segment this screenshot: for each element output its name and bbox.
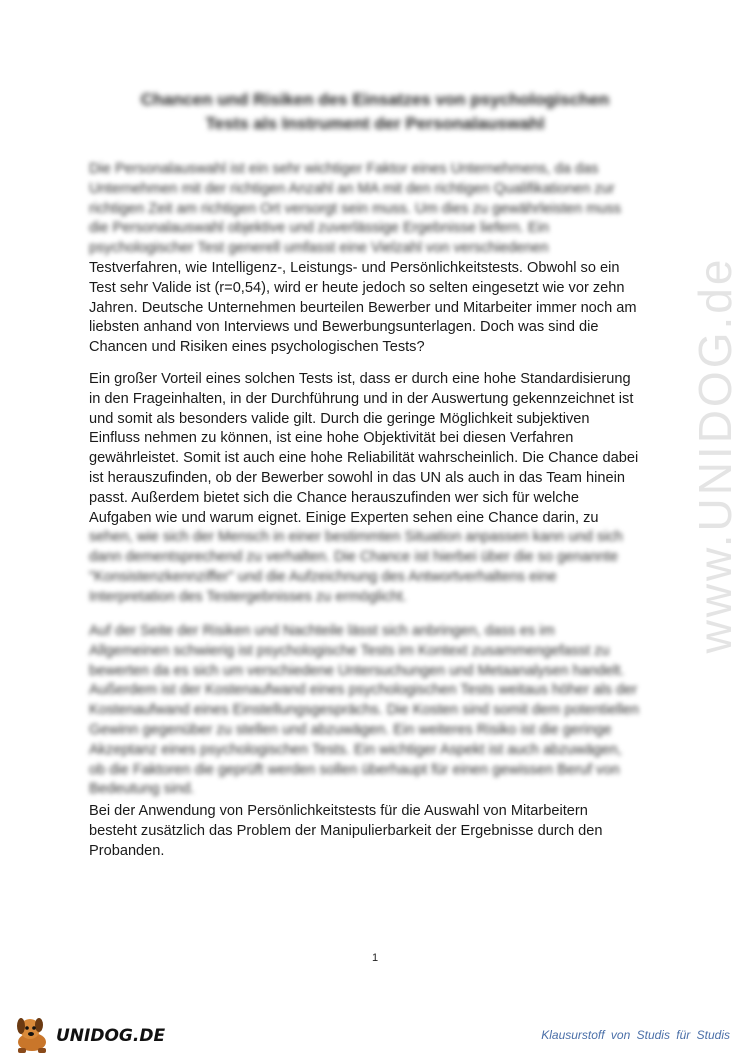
- blurred-line: Die Personalauswahl ist ein sehr wichtiger Faktor eines Unternehmens, da das: [89, 161, 599, 177]
- blurred-line: Bedeutung sind.: [89, 781, 195, 798]
- text-line: ist herauszufinden, ob der Bewerber sowohl in das UN als auch in das Team hinein: [89, 469, 625, 486]
- text-line: Probanden.: [89, 842, 165, 859]
- blurred-line: richtigen Zeit am richtigen Ort versorgt sein muss. Um dies zu gewährleisten muss: [89, 200, 622, 217]
- blurred-line: Gewinn gegenüber zu stellen und abzuwägen. Ein weiteres Risiko ist die geringe: [89, 721, 612, 738]
- blurred-line: Unternehmen mit der richtigen Anzahl an MA mit den richtigen Qualifikationen zur: [89, 180, 615, 197]
- text-line: gewährleistet. Somit ist auch eine hohe Reliabilität wahrscheinlich. Die Chance dabei: [89, 450, 639, 467]
- blurred-line: dann dementsprechend zu verhalten. Die Chance ist hierbei über die so genannte: [89, 549, 618, 566]
- page-number: 1: [371, 952, 379, 964]
- blurred-line: Auf der Seite der Risiken und Nachteile lässt sich anbringen, dass es im: [89, 623, 555, 639]
- text-line: Jahren. Deutsche Unternehmen beurteilen Bewerber und Mitarbeiter immer noch am: [89, 299, 637, 316]
- text-line: Bei der Anwendung von Persönlichkeitstests für die Auswahl von Mitarbeitern: [89, 803, 588, 819]
- blurred-line: sehen, wie sich der Mensch in einer bestimmten Situation anpassen kann und sich: [89, 529, 623, 546]
- blurred-line: bewerten da es sich um verschiedene Untersuchungen und Metaanalysen handelt.: [89, 662, 625, 679]
- text-line: Testverfahren, wie Intelligenz-, Leistungs- und Persönlichkeitstests. Obwohl so ein: [89, 259, 620, 276]
- blurred-line: die Personalauswahl objektive und zuverlässige Ergebnisse liefern. Ein: [89, 220, 549, 237]
- title-line: Tests als Instrument der Personalauswahl: [205, 114, 545, 133]
- title-line: Chancen und Risiken des Einsatzes von psychologischen: [140, 90, 610, 109]
- blurred-line: Akzeptanz eines psychologischen Tests. Ein wichtiger Aspekt ist auch abzuwägen,: [89, 741, 622, 758]
- blurred-line: psychologischer Test generell umfasst eine Vielzahl von verschiedenen: [89, 240, 549, 257]
- text-line: Aufgaben wie und warum eignet. Einige Experten sehen eine Chance darin, zu: [89, 509, 599, 526]
- unidog-logo[interactable]: [10, 1012, 170, 1054]
- text-line: passt. Außerdem bietet sich die Chance herauszufinden wer sich für welche: [89, 489, 579, 506]
- blurred-line: ob die Faktoren die geprüft werden sollen überhaupt für einen gewissen Beruf von: [89, 761, 620, 778]
- text-line: in den Frageinhalten, in der Durchführung und in der Auswertung gekennzeichnet ist: [89, 390, 634, 407]
- blurred-line: "Konsistenzkennziffer" und die Aufzeichnung des Antwortverhaltens eine: [89, 568, 557, 585]
- paragraph-risiken: [89, 622, 674, 800]
- blurred-line: Kostenaufwand eines Einstellungsgesprächs. Die Kosten sind somit dem potentiellen: [89, 702, 640, 719]
- paragraph-chancen: [89, 370, 674, 608]
- watermark: www.UNIDOG.de: [689, 256, 741, 654]
- dog-icon: [10, 1012, 56, 1054]
- footer-tagline: Klausurstoff von Studis für Studis: [541, 1028, 730, 1042]
- text-line: Test sehr Valide ist (r=0,54), wird er heute jedoch so selten eingesetzt wie vor zehn: [89, 279, 625, 296]
- logo-text: UNIDOG.DE: [56, 1026, 166, 1046]
- paragraph-manipulation: [89, 802, 674, 861]
- text-line: Chancen und Risiken eines psychologischen Tests?: [89, 339, 425, 356]
- blurred-line: Allgemeinen schwierig ist psychologische Tests im Kontext zusammengefasst zu: [89, 642, 610, 659]
- text-line: liebsten anhand von Interviews und Bewerbungsunterlagen. Doch was sind die: [89, 319, 599, 336]
- text-line: Einfluss nehmen zu können, ist eine hohe Objektivität bei diesen Verfahren: [89, 430, 574, 447]
- paragraph-intro: [89, 160, 674, 358]
- text-line: Ein großer Vorteil eines solchen Tests ist, dass er durch eine hohe Standardisierung: [89, 371, 631, 387]
- blurred-line: Außerdem ist der Kostenaufwand eines psychologischen Tests weitaus höher als der: [89, 682, 638, 699]
- text-line: besteht zusätzlich das Problem der Manipulierbarkeit der Ergebnisse durch den: [89, 822, 603, 839]
- document-title: [60, 88, 690, 136]
- text-line: und somit als besonders valide gilt. Durch die geringe Möglichkeit subjektiven: [89, 410, 590, 427]
- blurred-line: Interpretation des Testergebnisses zu ermöglicht.: [89, 588, 407, 605]
